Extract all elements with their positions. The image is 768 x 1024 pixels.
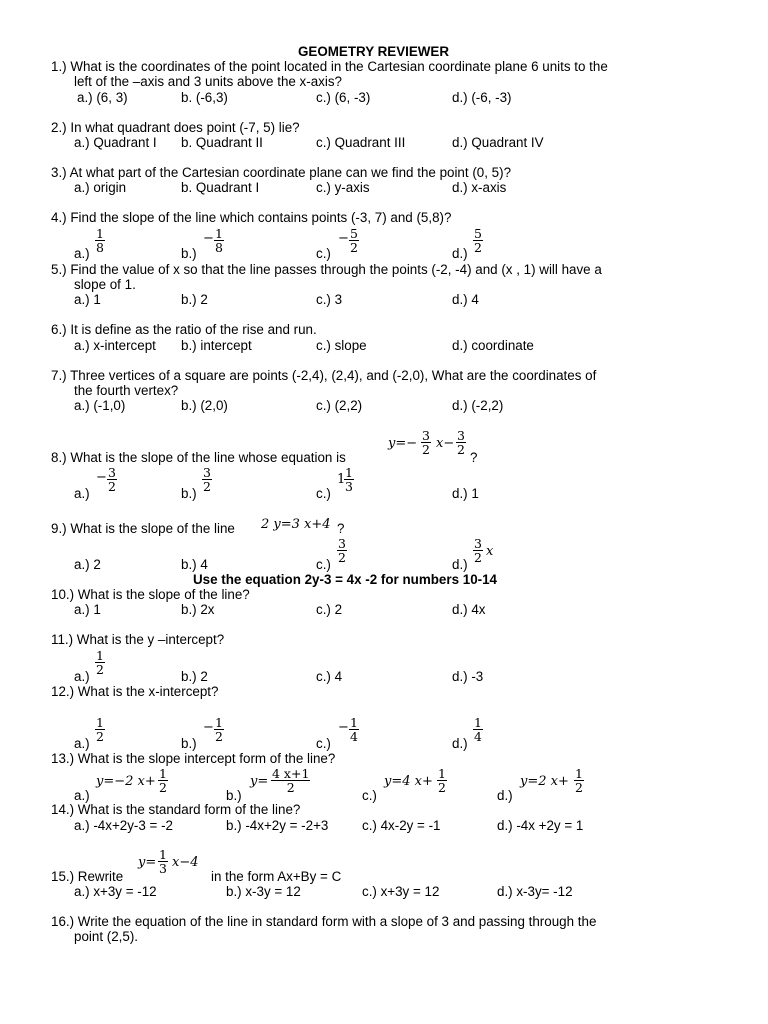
q3-choice-a: a.) origin: [74, 180, 127, 195]
q4-choice-d-label: d.): [452, 246, 468, 261]
question-7-text: 7.) Three vertices of a square are points (-2,4), (2,4), and (-2,0), What are the coordinates of: [51, 368, 597, 383]
q2-choice-b: b. Quadrant II: [181, 135, 263, 150]
q13-choice-d-label: d.): [497, 788, 513, 803]
q13-choice-a-label: a.): [74, 788, 90, 803]
q2-choice-d: d.) Quadrant IV: [452, 135, 544, 150]
q10-choice-c: c.) 2: [316, 602, 343, 617]
q1-choice-a: a.) (6, 3): [77, 90, 128, 105]
q9-choice-b: b.) 4: [181, 557, 208, 572]
question-10-text: 10.) What is the slope of the line?: [51, 587, 250, 602]
q3-choice-c: c.) y-axis: [316, 180, 370, 195]
q11-choice-a-fraction: 1 2: [96, 648, 104, 677]
question-9-text: 9.) What is the slope of the line: [51, 521, 235, 536]
q2-choice-c: c.) Quadrant III: [316, 135, 406, 150]
q6-choice-a: a.) x-intercept: [74, 338, 156, 353]
q15-equation-fraction: 1 3: [159, 847, 167, 876]
q5-choice-d: d.) 4: [452, 292, 479, 307]
q2-choice-a: a.) Quadrant I: [74, 135, 157, 150]
q13-choice-c-fraction: 1 2: [438, 766, 446, 795]
q4-choice-b-minus: −: [203, 231, 214, 246]
question-6-text: 6.) It is define as the ratio of the rise and run.: [51, 322, 317, 337]
q12-choice-a-fraction: 1 2: [96, 715, 104, 744]
q13-choice-a-fraction: 1 2: [159, 766, 167, 795]
q8-question-mark: ?: [470, 450, 478, 465]
question-15-text-end: in the form Ax+By = C: [211, 869, 342, 884]
q15-choice-a: a.) x+3y = -12: [74, 884, 157, 899]
q13-choice-b-label: b.): [226, 788, 242, 803]
q8-choice-b-fraction: 3 2: [203, 465, 211, 494]
question-1-text: 1.) What is the coordinates of the point located in the Cartesian coordinate plane 6 units to the: [51, 59, 608, 74]
q9-choice-a: a.) 2: [74, 557, 101, 572]
q9-choice-d-label: d.): [452, 557, 468, 572]
q12-choice-c-label: c.): [316, 736, 331, 751]
question-14-text: 14.) What is the standard form of the line?: [51, 802, 301, 817]
question-2-text: 2.) In what quadrant does point (-7, 5) lie?: [51, 120, 300, 135]
q3-choice-d: d.) x-axis: [452, 180, 507, 195]
q9-question-mark: ?: [337, 521, 345, 536]
q15-equation-lhs: y=: [138, 855, 157, 870]
q7-choice-b: b.) (2,0): [181, 398, 228, 413]
q15-choice-c: c.) x+3y = 12: [362, 884, 440, 899]
q7-choice-c: c.) (2,2): [316, 398, 363, 413]
q4-choice-c-fraction: 5 2: [350, 226, 358, 255]
section-instruction: Use the equation 2y-3 = 4x -2 for numbers 10-14: [193, 572, 497, 587]
q13-choice-d-equation: y=2 x+: [520, 774, 569, 789]
question-3-text: 3.) At what part of the Cartesian coordinate plane can we find the point (0, 5)?: [51, 165, 512, 180]
question-7-text-cont: the fourth vertex?: [74, 383, 179, 398]
q4-choice-d-fraction: 5 2: [474, 226, 482, 255]
question-13-text: 13.) What is the slope intercept form of the line?: [51, 751, 336, 766]
q13-choice-d-fraction: 1 2: [575, 766, 583, 795]
question-5-text: 5.) Find the value of x so that the line passes through the points (-2, -4) and (x , 1) will have a: [51, 262, 602, 277]
q10-choice-b: b.) 2x: [181, 602, 215, 617]
q10-choice-d: d.) 4x: [452, 602, 486, 617]
q8-choice-c-label: c.): [316, 486, 331, 501]
q8-equation-middle: x−: [436, 436, 455, 451]
page-title: GEOMETRY REVIEWER: [298, 44, 450, 59]
q8-choice-c-fraction: 1 3: [345, 465, 353, 494]
q1-choice-d: d.) (-6, -3): [452, 90, 512, 105]
q4-choice-a-fraction: 1 8: [96, 226, 104, 255]
q11-choice-b: b.) 2: [181, 669, 208, 684]
q3-choice-b: b. Quadrant I: [181, 180, 260, 195]
q12-choice-b-label: b.): [181, 736, 197, 751]
q4-choice-c-label: c.): [316, 246, 331, 261]
q12-choice-b-minus: −: [203, 720, 214, 735]
question-5-text-cont: slope of 1.: [74, 277, 136, 292]
q15-choice-d: d.) x-3y= -12: [497, 884, 573, 899]
q6-choice-b: b.) intercept: [181, 338, 252, 353]
q11-choice-d: d.) -3: [452, 669, 484, 684]
q8-choice-a-fraction: 3 2: [108, 465, 116, 494]
question-16-text: 16.) Write the equation of the line in standard form with a slope of 3 and passing through the: [51, 914, 597, 929]
q12-choice-b-fraction: 1 2: [215, 715, 223, 744]
question-12-text: 12.) What is the x-intercept?: [51, 684, 219, 699]
q4-choice-b-fraction: 1 8: [215, 226, 223, 255]
q11-choice-a-label: a.): [74, 669, 90, 684]
question-1-text-cont: left of the –axis and 3 units above the x-axis?: [74, 74, 342, 89]
q14-choice-c: c.) 4x-2y = -1: [362, 818, 441, 833]
q6-choice-c: c.) slope: [316, 338, 367, 353]
q8-equation-fraction-2: 3 2: [457, 428, 465, 457]
q13-choice-c-label: c.): [362, 788, 377, 803]
q15-choice-b: b.) x-3y = 12: [226, 884, 301, 899]
q13-choice-b-equation: y=: [250, 774, 269, 789]
q12-choice-d-fraction: 1 4: [474, 715, 482, 744]
q8-choice-c-whole: 1: [337, 472, 346, 487]
q9-equation: 2 y=3 x+4: [261, 517, 331, 532]
question-8-text: 8.) What is the slope of the line whose equation is: [51, 450, 346, 465]
q8-choice-a-label: a.): [74, 486, 90, 501]
q4-choice-a-label: a.): [74, 246, 90, 261]
q9-choice-d-variable: x: [486, 544, 494, 559]
q5-choice-b: b.) 2: [181, 292, 208, 307]
q14-choice-a: a.) -4x+2y-3 = -2: [74, 818, 173, 833]
q5-choice-c: c.) 3: [316, 292, 343, 307]
question-16-text-cont: point (2,5).: [74, 929, 139, 944]
q10-choice-a: a.) 1: [74, 602, 101, 617]
question-11-text: 11.) What is the y –intercept?: [51, 632, 225, 647]
q14-choice-d: d.) -4x +2y = 1: [497, 818, 584, 833]
q8-choice-b-label: b.): [181, 486, 197, 501]
q11-choice-c: c.) 4: [316, 669, 343, 684]
q13-choice-a-equation: y=−2 x+: [96, 774, 156, 789]
q7-choice-d: d.) (-2,2): [452, 398, 504, 413]
q8-equation-fraction-1: 3 2: [422, 428, 430, 457]
q9-choice-c-label: c.): [316, 557, 331, 572]
question-4-text: 4.) Find the slope of the line which contains points (-3, 7) and (5,8)?: [51, 210, 452, 225]
q12-choice-c-minus: −: [338, 720, 349, 735]
q9-choice-d-fraction: 3 2: [474, 536, 482, 565]
q9-choice-c-fraction: 3 2: [338, 536, 346, 565]
q15-equation-rest: x−4: [172, 855, 199, 870]
q1-choice-c: c.) (6, -3): [316, 90, 371, 105]
q12-choice-d-label: d.): [452, 736, 468, 751]
q1-choice-b: b. (-6,3): [181, 90, 228, 105]
q6-choice-d: d.) coordinate: [452, 338, 534, 353]
q4-choice-c-minus: −: [338, 231, 349, 246]
q5-choice-a: a.) 1: [74, 292, 101, 307]
question-15-text: 15.) Rewrite: [51, 869, 124, 884]
q13-choice-c-equation: y=4 x+: [384, 774, 433, 789]
q14-choice-b: b.) -4x+2y = -2+3: [226, 818, 329, 833]
q12-choice-a-label: a.): [74, 736, 90, 751]
q8-choice-a-minus: −: [96, 470, 107, 485]
q4-choice-b-label: b.): [181, 246, 197, 261]
q8-equation-lhs: y=−: [388, 436, 418, 451]
q7-choice-a: a.) (-1,0): [74, 398, 126, 413]
q8-choice-d: d.) 1: [452, 486, 479, 501]
q13-choice-b-fraction: 4 x+1 2: [272, 766, 310, 795]
q12-choice-c-fraction: 1 4: [350, 715, 358, 744]
